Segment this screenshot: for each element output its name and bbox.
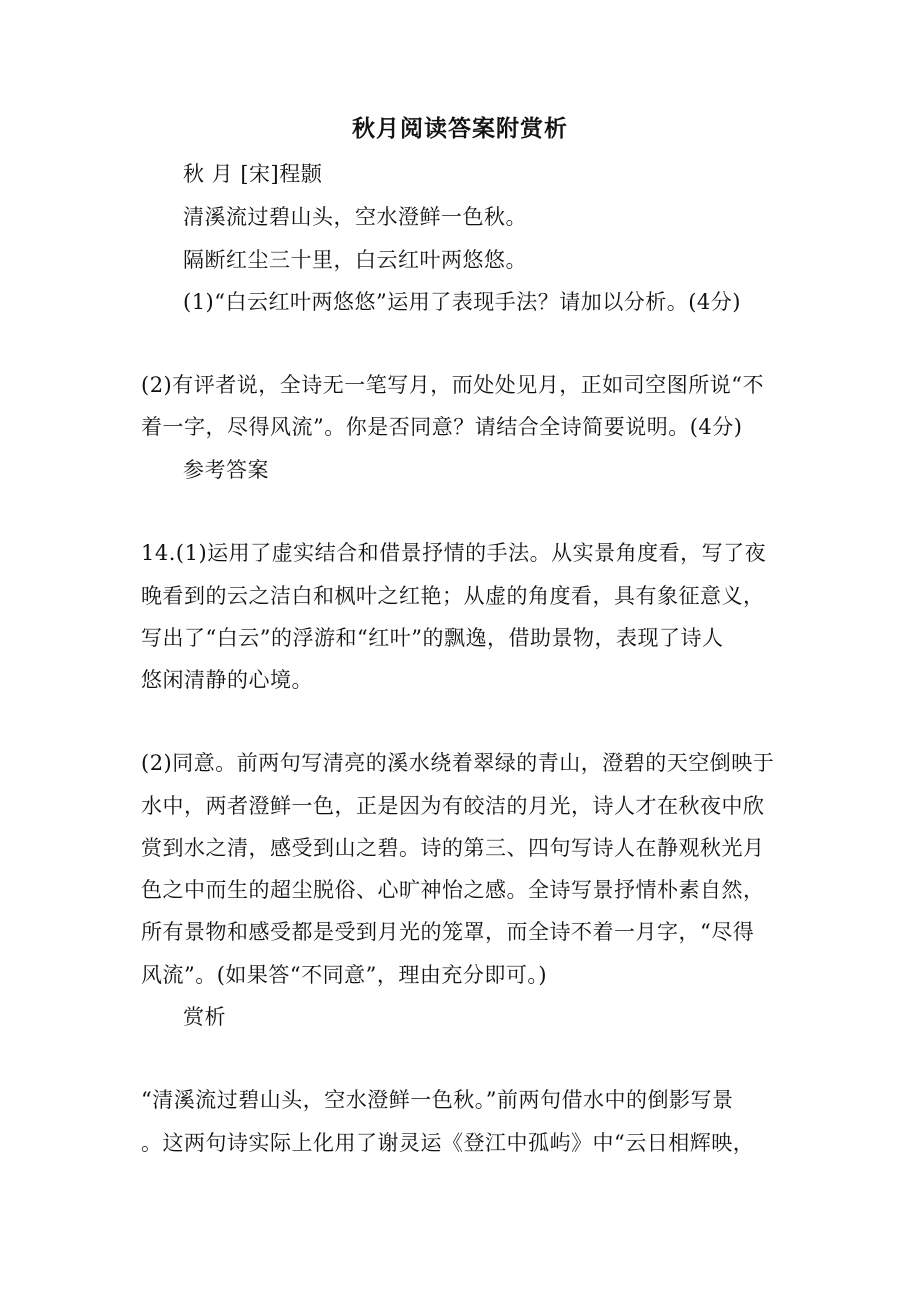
poem-line-2: 隔断红尘三十里，白云红叶两悠悠。 — [183, 248, 527, 272]
appreciation-heading: 赏析 — [183, 1005, 226, 1029]
question-1: (1)“白云红叶两悠悠”运用了表现手法？请加以分析。(4分) — [183, 290, 741, 314]
answer-2-line-5: 所有景物和感受都是受到月光的笼罩，而全诗不着一月字，“尽得 — [141, 920, 755, 944]
question-2-line-1: (2)有评者说，全诗无一笔写月，而处处见月，正如司空图所说“不 — [141, 373, 764, 397]
answer-2-line-4: 色之中而生的超尘脱俗、心旷神怡之感。全诗写景抒情朴素自然， — [141, 878, 765, 902]
answer-2-line-6: 风流”。(如果答“不同意”，理由充分即可。) — [141, 963, 548, 987]
answer-1-line-4: 悠闲清静的心境。 — [141, 668, 313, 692]
page-title: 秋月阅读答案附赏析 — [352, 115, 568, 142]
answer-2-line-2: 水中，两者澄鲜一色，正是因为有皎洁的月光，诗人才在秋夜中欣 — [141, 794, 765, 818]
answer-heading: 参考答案 — [183, 458, 269, 482]
poem-heading: 秋 月 [宋]程颢 — [183, 162, 323, 186]
appreciation-line-1: “清溪流过碧山头，空水澄鲜一色秋。”前两句借水中的倒影写景 — [141, 1088, 734, 1112]
poem-line-1: 清溪流过碧山头，空水澄鲜一色秋。 — [183, 205, 527, 229]
answer-1-line-1: 14.(1)运用了虚实结合和借景抒情的手法。从实景角度看，写了夜 — [141, 541, 767, 565]
appreciation-line-2: 。这两句诗实际上化用了谢灵运《登江中孤屿》中“云日相辉映， — [141, 1131, 755, 1155]
question-2-line-2: 着一字，尽得风流”。你是否同意？请结合全诗简要说明。(4分) — [141, 415, 743, 439]
answer-1-line-2: 晚看到的云之洁白和枫叶之红艳；从虚的角度看，具有象征意义， — [141, 584, 765, 608]
answer-2-line-3: 赏到水之清，感受到山之碧。诗的第三、四句写诗人在静观秋光月 — [141, 836, 765, 860]
answer-1-line-3: 写出了“白云”的浮游和“红叶”的飘逸，借助景物，表现了诗人 — [141, 626, 724, 650]
answer-2-line-1: (2)同意。前两句写清亮的溪水绕着翠绿的青山，澄碧的天空倒映于 — [141, 751, 775, 775]
